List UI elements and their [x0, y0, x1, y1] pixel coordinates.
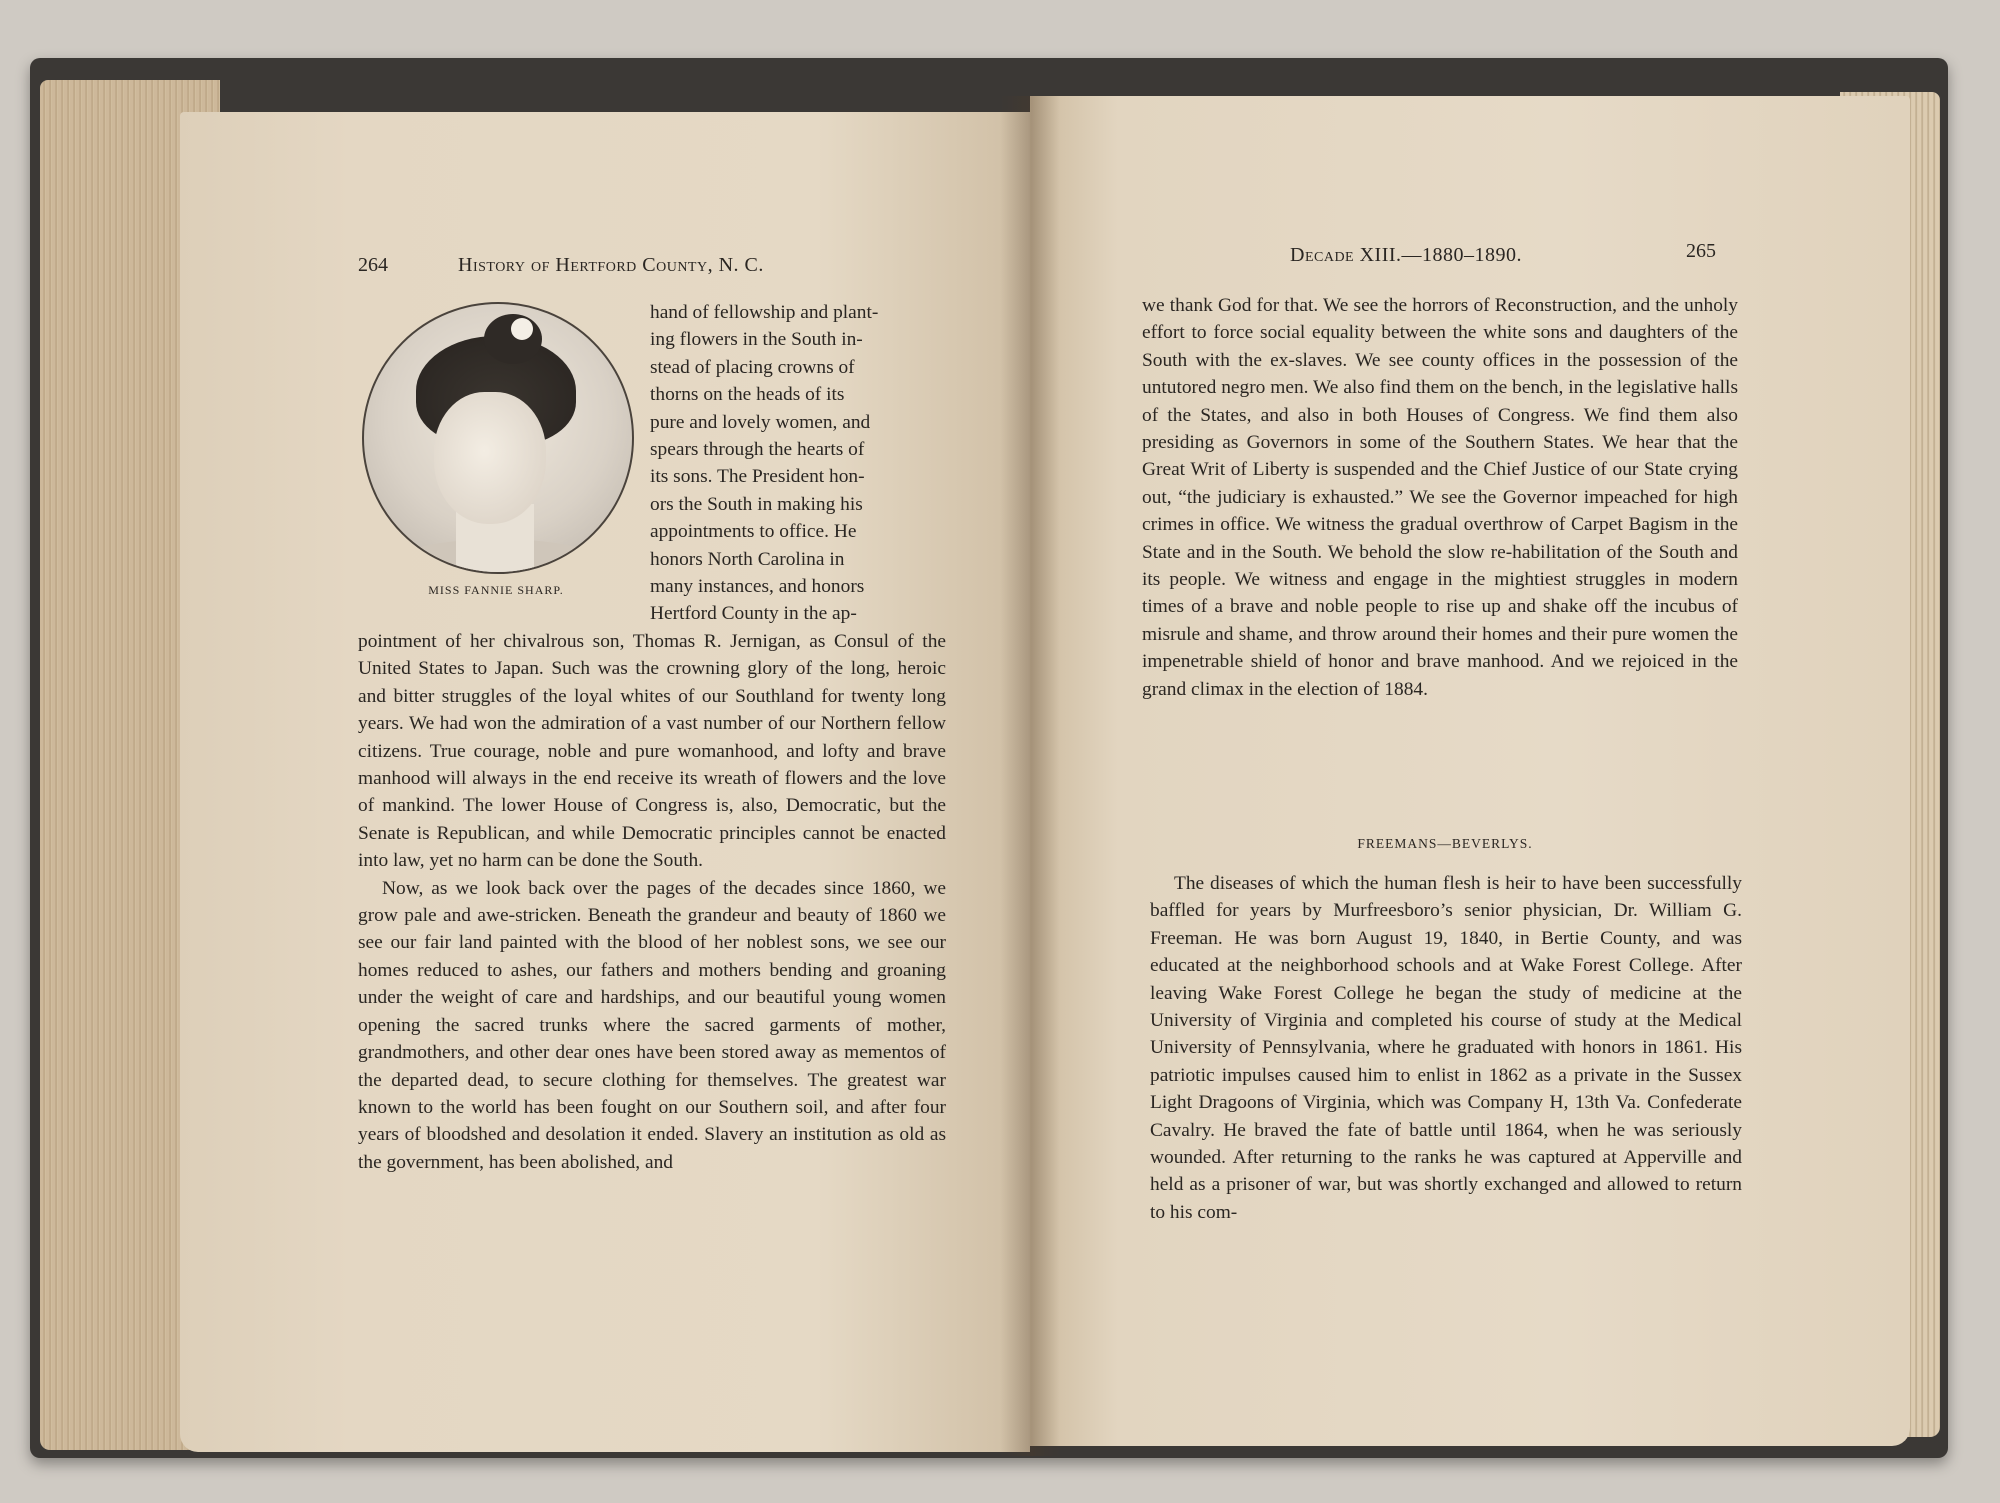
- text-line: many instances, and honors: [650, 576, 865, 598]
- portrait-caption: MISS FANNIE SHARP.: [428, 583, 564, 597]
- text-line: hand of fellowship and plant-: [650, 302, 879, 323]
- text-line: spears through the hearts of: [650, 439, 865, 461]
- left-body-text: [358, 628, 946, 1176]
- text-line: pure and lovely women, and: [650, 411, 871, 433]
- left-paragraph-1: pointment of her chivalrous son, Thomas R. Jernigan, as Consul of the United States to Japan. Such was the crowning glory of the long, heroic and bitter struggles of the loyal whites of our Southland for twenty long years. We had won the admiration of a vast number of our Northern fellow citizens. True courage, noble and pure womanhood, and lofty and brave manhood will always in the end receive its wreath of flowers and the love of mankind. The lower House of Congress is, also, Democratic, but the Senate is Republican, and while Democratic principles cannot be enacted into law, yet no harm can be done the South.: [358, 631, 946, 872]
- left-page-number: 264: [358, 254, 388, 276]
- right-paragraph-2: The diseases of which the human flesh is heir to have been successfully baffled for years by Murfreesboro’s senior physician, Dr. William G. Freeman. He was born August 19, 1840, in Bertie County, and was educated at the neighborhood schools and at Wake Forest College. After leaving Wake Forest College he began the study of medicine at the University of Virginia and completed his course of study at the Medical University of Pennsylvania, where he graduated with honors in 1861. His patriotic impulses caused him to enlist in 1862 as a private in the Sussex Light Dragoons of Virginia, which was Company H, 13th Va. Confederate Cavalry. He braved the fate of battle until 1864, when he was seriously wounded. After returning to the ranks he was captured at Apperville and held as a prisoner of war, but was shortly exchanged and allowed to return to his com-: [1150, 873, 1742, 1223]
- text-line: stead of placing crowns of: [650, 356, 855, 378]
- right-body-text-top: [1142, 292, 1738, 703]
- text-line: ors the South in making his: [650, 493, 863, 515]
- text-line: its sons. The President hon-: [650, 466, 865, 488]
- portrait-figure: [362, 302, 632, 602]
- text-line: thorns on the heads of its: [650, 384, 845, 406]
- text-line: honors North Carolina in: [650, 548, 845, 570]
- left-wrap-text: [650, 299, 944, 628]
- text-line: appointments to office. He: [650, 521, 857, 543]
- right-running-head: Decade XIII.—1880–1890.: [1290, 244, 1523, 266]
- left-paragraph-2: Now, as we look back over the pages of the decades since 1860, we grow pale and awe-stricken. Beneath the grandeur and beauty of 1860 we see our fair land painted with the blood of her noblest sons, we see our homes reduced to ashes, our fathers and mothers bending and groaning under the weight of care and hardships, and our beautiful young women opening the sacred trunks where the sacred garments of mother, grandmothers, and other dear ones have been stored away as mementos of the departed dead, to secure clothing for themselves. The greatest war known to the world has been fought on our Southern soil, and after four years of bloodshed and desolation it ended. Slavery an institution as old as the government, has been abolished, and: [358, 877, 946, 1173]
- right-body-text-bottom: [1150, 870, 1742, 1226]
- portrait-image: [362, 302, 634, 574]
- left-running-head: History of Hertford County, N. C.: [458, 254, 764, 276]
- text-line: Hertford County in the ap-: [650, 603, 857, 625]
- section-heading: FREEMANS—BEVERLYS.: [1357, 836, 1533, 851]
- right-page-number: 265: [1686, 240, 1716, 262]
- book-gutter: [1000, 96, 1060, 1456]
- text-line: ing flowers in the South in-: [650, 329, 863, 351]
- right-paragraph-1: we thank God for that. We see the horrors of Reconstruction, and the unholy effort to force social equality between the white sons and daughters of the South with the ex-slaves. We see county offices in the possession of the untutored negro men. We also find them on the bench, in the legislative halls of the States, and also in both Houses of Congress. We find them also presiding as Governors in some of the Southern States. We hear that the Great Writ of Liberty is suspended and the Chief Justice of our State crying out, “the judiciary is exhausted.” We see the Governor impeached for high crimes in office. We witness the gradual overthrow of Carpet Bagism in the State and in the South. We behold the slow re-habilitation of the South and its people. We witness and engage in the mightiest struggles in modern times of a brave and noble people to rise up and shake off the incubus of misrule and shame, and throw around their homes and their pure women the impenetrable shield of honor and brave manhood. And we rejoiced in the grand climax in the election of 1884.: [1142, 295, 1738, 700]
